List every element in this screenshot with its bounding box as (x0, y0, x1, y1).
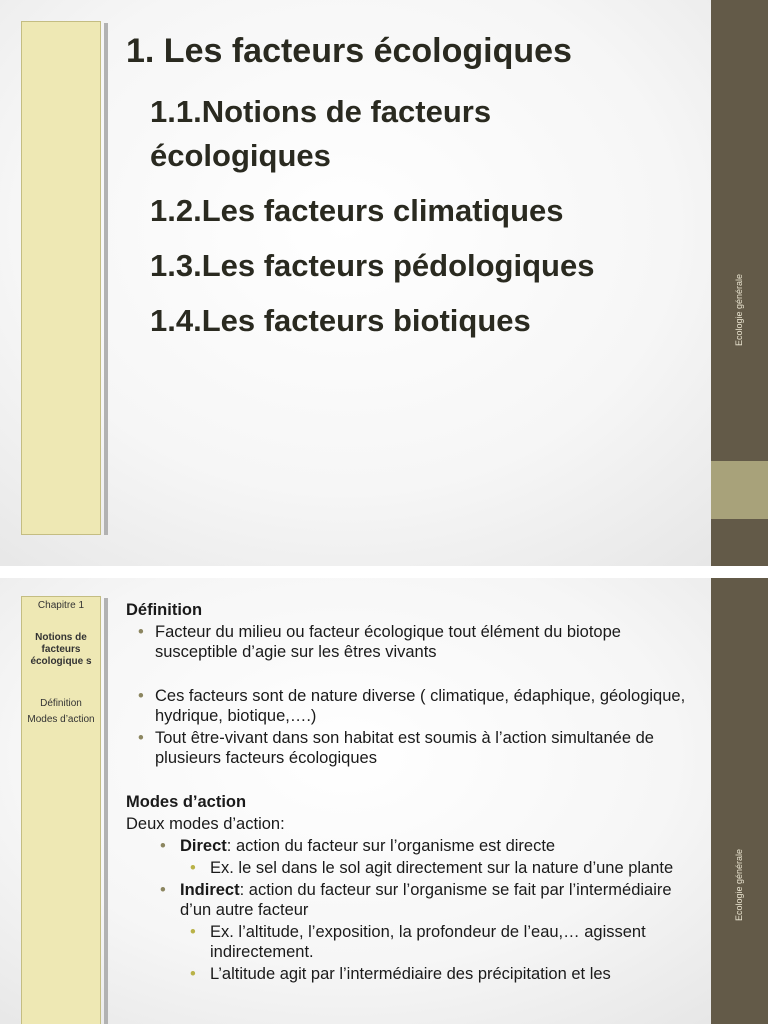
side-course-label: Ecologie générale (734, 848, 744, 922)
slide-2 (0, 578, 768, 1024)
indirect-example-bullet: • L’altitude agit par l’intermédiaire des précipitation et les (126, 964, 706, 984)
outline-item: 1.1.Notions de facteurs écologiques (150, 94, 492, 173)
indirect-term: Indirect (180, 881, 240, 899)
sidebar-item-definition: Définition (40, 698, 82, 709)
slide-title: 1. Les facteurs écologiques (126, 32, 572, 70)
direct-example-bullet: • Ex. le sel dans le sol agit directement sur la nature d’une plante (126, 858, 706, 878)
sidebar-section-label: Notions de facteurs écologique s (30, 632, 92, 667)
slide-separator (0, 566, 768, 578)
sidebar-divider (104, 598, 108, 1024)
outline-item: 1.2.Les facteurs climatiques (150, 193, 564, 228)
left-sidebar-panel (21, 21, 101, 535)
modes-intro: Deux modes d’action: (126, 815, 285, 833)
definition-bullet: • Ces facteurs sont de nature diverse ( climatique, édaphique, géologique, hydrique, biotique,….) (126, 686, 706, 726)
definition-bullet: • Facteur du milieu ou facteur écologique tout élément du biotope susceptible d’agie sur les êtres vivants (126, 622, 706, 662)
sidebar-chapter-label: Chapitre 1 (37, 600, 85, 611)
indirect-mode-bullet (126, 880, 706, 920)
definition-bullet: • Tout être-vivant dans son habitat est soumis à l’action simultanée de plusieurs facteurs écologiques (126, 728, 706, 768)
indirect-text: : action du facteur sur l’organisme se fait par l’intermédiaire d’un autre facteur (180, 881, 672, 919)
direct-text: : action du facteur sur l’organisme est directe (226, 837, 556, 855)
modes-heading: Modes d’action (126, 793, 247, 811)
direct-mode-bullet (126, 836, 706, 856)
slide-content (126, 600, 706, 984)
sidebar-divider (104, 23, 108, 535)
right-band-accent (711, 461, 768, 519)
indirect-example-bullet: • Ex. l’altitude, l’exposition, la profondeur de l’eau,… agissent indirectement. (126, 922, 706, 962)
side-course-label: Ecologie générale (734, 273, 744, 347)
direct-term: Direct (180, 837, 227, 855)
outline-item: 1.4.Les facteurs biotiques (150, 303, 531, 338)
definition-heading: Définition (126, 601, 203, 619)
sidebar-item-modes: Modes d’action (27, 714, 95, 725)
outline-list (150, 90, 670, 354)
right-side-band (711, 578, 768, 1024)
outline-item: 1.3.Les facteurs pédologiques (150, 248, 595, 283)
